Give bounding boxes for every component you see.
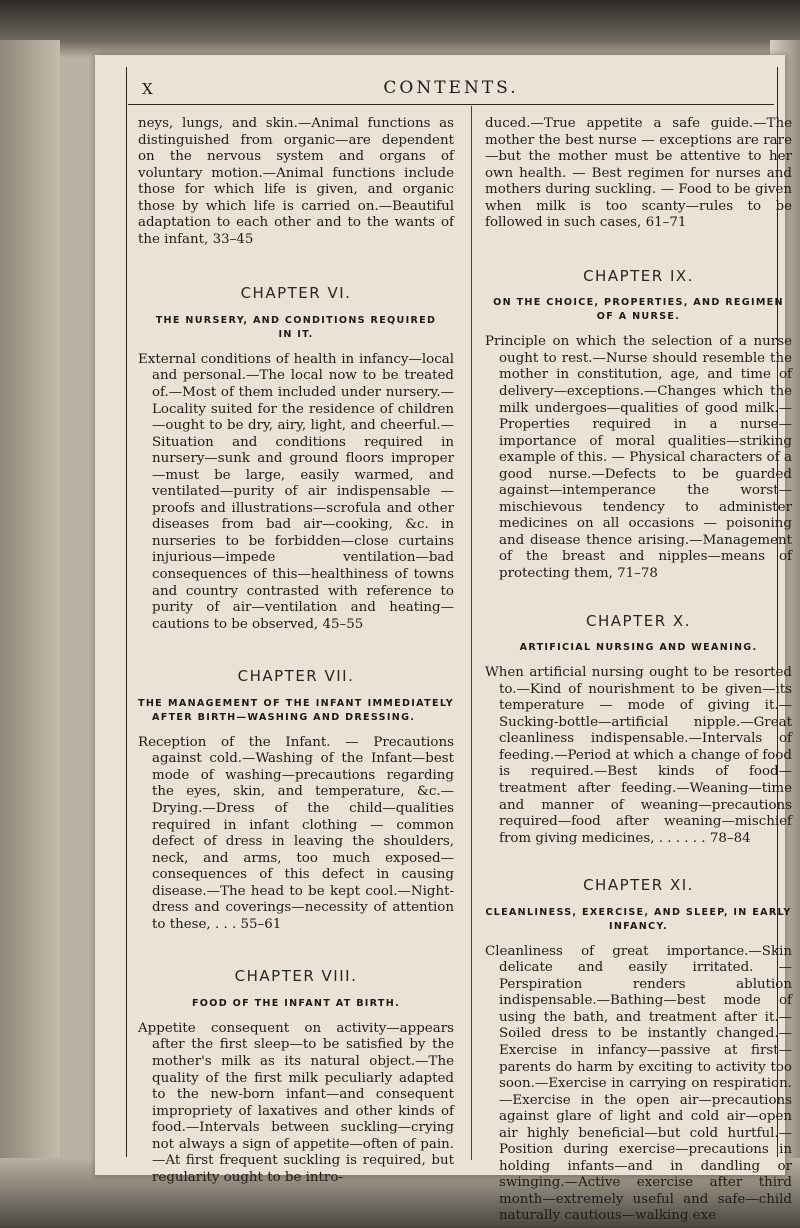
chapter-subtitle: ARTIFICIAL NURSING AND WEANING. <box>519 642 758 654</box>
running-header <box>128 74 774 105</box>
page-range: 61–71 <box>645 215 687 231</box>
chapter-summary: Cleanliness of great importance.—Skin delicate and easily irritated. — Perspiration renders ablution indispensable.—Bathing—best mode of using the bath, and treatment after it.—Soiled dress to be instantly changed.—Exercise in infancy—passive at first—parents do harm by exciting to activity too soon.—Exercise in carrying on respiration.—Exercise in the open air—precautions against glare of light and cold air—open air highly beneficial—but cold hurtful.—Position during exercise—precautions in holding infants—and in dandling or swinging.—Active exercise after third month—extremely useful and safe—child naturally cautious—walking exe <box>485 943 792 1224</box>
summary-text: External conditions of health in infancy—local and personal.—The local now to be treated of.—Most of them included under nursery.—Locality suited for the residence of children—ought to be dry, airy, light, and cheerful.—Situation and conditions required in nursery—sunk and ground floors improper—must be large, easily warmed, and ventilated—purity of air indispensable — proofs and illustrations—scrofula and other diseases from bad air—cooking, &c. in nurseries to be forbidden—close curtains injurious—impede ventilation—bad consequences of this—healthiness of towns and country contrasted with reference to purity of air—ventilation and heating—cautions to be observed, <box>138 351 454 632</box>
chapter-summary: Appetite consequent on activity—appears after the first sleep—to be satisfied by the mother's milk as its natural object.—The quality of the first milk peculiarly adapted to the new-born infant—and consequent impropriety of laxatives and other kinds of food.—Intervals between suckling—crying not always a sign of appetite—often of pain.—At first frequent suckling is required, but regularity ought to be intro- <box>138 1020 454 1185</box>
chapter-heading: CHAPTER VIII. <box>234 967 358 986</box>
continued-entry <box>485 116 792 232</box>
chapter-subtitle: ON THE CHOICE, PROPERTIES, AND REGIMEN OF A NURSE. <box>493 297 784 323</box>
chapter-summary <box>485 665 792 847</box>
page-title: CONTENTS. <box>383 78 519 98</box>
chapter-summary <box>138 735 454 934</box>
chapter-subtitle: THE NURSERY, AND CONDITIONS REQUIRED IN IT. <box>155 314 437 340</box>
right-column <box>485 116 792 1225</box>
chapter-heading: CHAPTER X. <box>586 611 691 630</box>
chapter-heading: CHAPTER XI. <box>583 876 694 895</box>
chapter-summary <box>138 352 454 633</box>
summary-text: Principle on which the selection of a nurse ought to rest.—Nurse should resemble the mother in constitution, age, and time of delivery—exceptions.—Changes which the milk undergoes—qualities of good milk.—Properties required in a nurse—importance of moral qualities—striking example of this. — Physical characters of a good nurse.—Defects to be guarded against—intemperance the worst—mischievous tendency to administer medicines on all occasions — poisoning and disease thence arising.—Management of the breast and nipples—means of protecting them, <box>485 334 792 582</box>
left-column <box>138 116 454 1186</box>
chapter-subtitle: THE MANAGEMENT OF THE INFANT IMMEDIATELY AFTER BIRTH—WASHING AND DRESSING. <box>138 697 454 723</box>
entry-text: duced.—True appetite a safe guide.—The mother the best nurse — exceptions are rare—but the mother must be attentive to her own health. — Best regimen for nurses and mothers during suckling. — Food to be given when milk is too scanty—rules to be followed in such cases, <box>485 116 792 231</box>
chapter-heading: CHAPTER VI. <box>240 284 352 303</box>
scan-left-edge <box>0 40 60 1228</box>
scan-top-edge <box>0 0 800 58</box>
chapter-heading: CHAPTER VII. <box>237 667 355 686</box>
page-range: 71–78 <box>617 566 658 582</box>
summary-text: Reception of the Infant. — Precautions against cold.—Washing of the Infant—best mode of washing—precautions regarding the eyes, skin, and temperature, &c.—Drying.—Dress of the child—qualities required in infant clothing — common defect of dress in leaving the shoulders, neck, and arms, too much exposed—consequences of this defect in causing disease.—The head to be kept cool.—Night-dress and coverings—necessity of attention to these, <box>138 734 454 932</box>
chapter-heading: CHAPTER IX. <box>583 266 694 285</box>
continued-entry <box>138 116 454 248</box>
dot-leader: . . . . . . <box>658 830 706 846</box>
summary-text: When artificial nursing ought to be resorted to.—Kind of nourishment to be given—its temperature — mode of giving it.—Sucking-bottle—artificial nipple.—Great cleanliness indispensable.—Intervals of feeding.—Period at which a change of food is required.—Best kinds of food—treatment after feeding.—Weaning—time and manner of weaning—precautions required—food after weaning—mischief from giving medicines, <box>485 665 792 846</box>
chapter-subtitle: CLEANLINESS, EXERCISE, AND SLEEP, IN EARLY INFANCY. <box>485 906 792 932</box>
page-range: 45–55 <box>322 616 364 632</box>
column-divider <box>471 106 472 1160</box>
page-number: X <box>142 80 153 98</box>
chapter-subtitle: FOOD OF THE INFANT AT BIRTH. <box>191 997 401 1009</box>
entry-text: neys, lungs, and skin.—Animal functions as distinguished from organic—are dependent on the nervous system and organs of voluntary motion.—Animal functions include those for which life is given, and organic those by which life is carried on.—Beautiful adaptation to each other and to the wants of the infant, <box>138 116 454 247</box>
page-range: 33–45 <box>212 231 254 247</box>
chapter-summary <box>485 334 792 582</box>
page-range: 55–61 <box>240 916 282 932</box>
page-range: 78–84 <box>709 830 751 846</box>
dot-leader: . . . <box>214 916 237 932</box>
